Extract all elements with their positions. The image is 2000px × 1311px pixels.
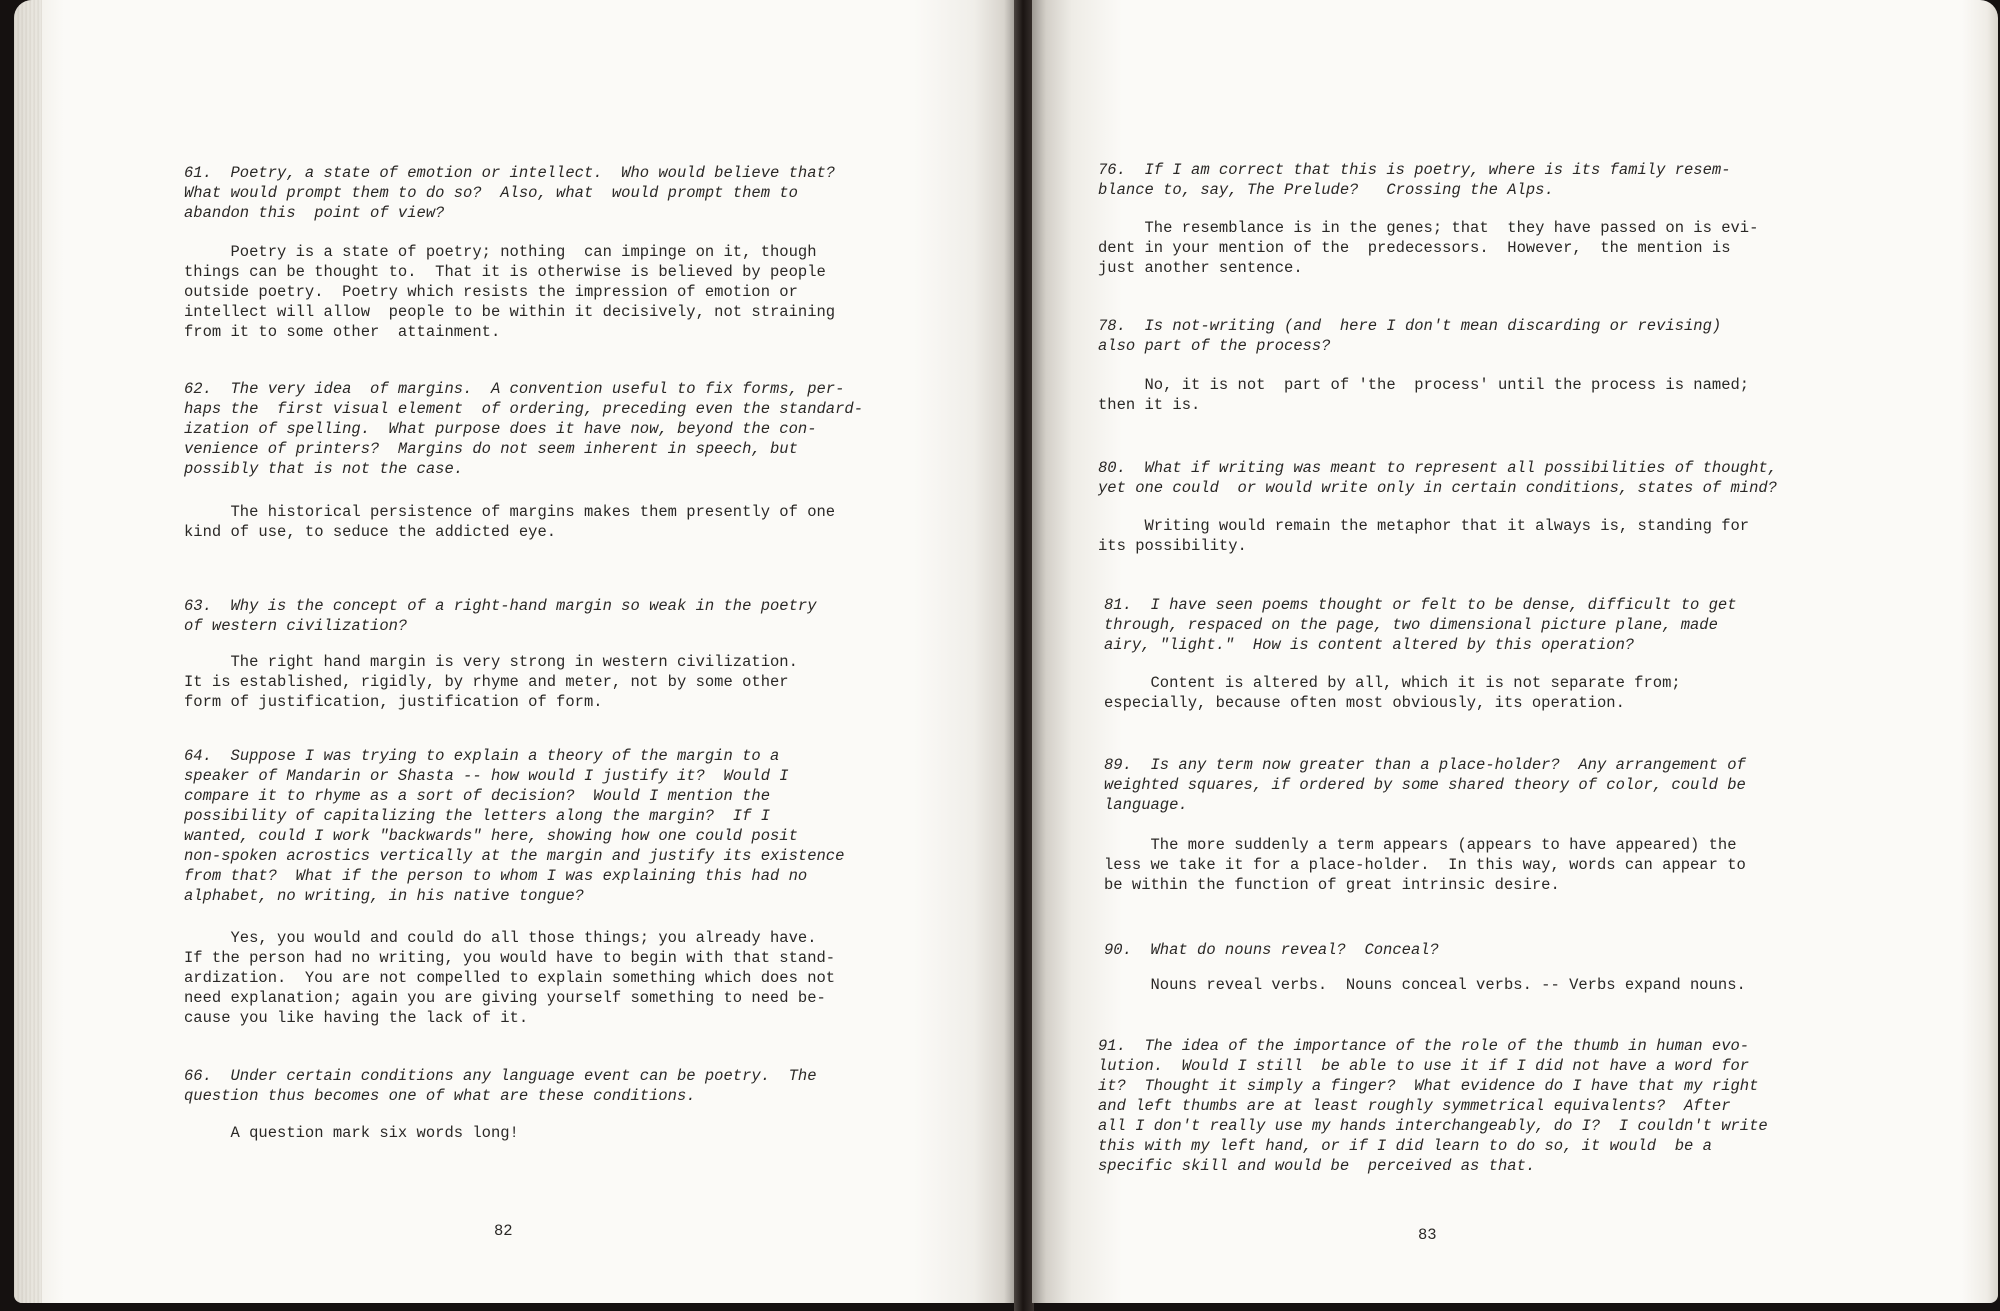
right-page [1032, 0, 1998, 1303]
question-91: 91. The idea of the importance of the role of the thumb in human evo- lution. Would I still be able to use it if I did not have a word for it? Thought it simply a finger? What evidence do I have that my right and left thumbs are at least roughly symmetrical equivalents? After all I don't really use my hands interchangeably, do I? I couldn't write this with my left hand, or if I did learn to do so, it would be a specific skill and would be perceived as that. [1098, 1037, 1768, 1175]
question-62: 62. The very idea of margins. A convention useful to fix forms, per- haps the first visual element of ordering, preceding even the standard- ization of spelling. What purpose does it have now, beyond the con- venience of printers? Margins do not seem inherent in speech, but possibly that is not the case. [184, 380, 864, 478]
answer-64: Yes, you would and could do all those things; you already have. If the person had no writing, you would have to begin with that stand- ardization. You are not compelled to explain something which does not need explanation; again you are giving yourself something to need be- cause you like having the lack of it. [184, 929, 836, 1027]
question-76: 76. If I am correct that this is poetry, where is its family resem- blance to, say, The Prelude? Crossing the Alps. [1098, 161, 1731, 199]
answer-78: No, it is not part of 'the process' until the process is named; then it is. [1098, 376, 1750, 414]
question-80: 80. What if writing was meant to represent all possibilities of thought, yet one could or would write only in certain conditions, states of mind? [1098, 459, 1778, 497]
question-61: 61. Poetry, a state of emotion or intellect. Who would believe that? What would prompt them to do so? Also, what would prompt them to abandon this point of view? [184, 164, 836, 222]
left-page [14, 0, 1016, 1303]
question-64: 64. Suppose I was trying to explain a theory of the margin to a speaker of Mandarin or Shasta -- how would I justify it? Would I compare it to rhyme as a sort of decision? Would I mention the possibility of capitalizing the letters along the margin? If I wanted, could I work "backwards" here, showing how one could posit non-spoken acrostics vertically at the margin and justify its existence from that? What if the person to whom I was explaining this had no alphabet, no writing, in his native tongue? [184, 747, 845, 905]
answer-61: Poetry is a state of poetry; nothing can impinge on it, though things can be thought to. That it is otherwise is believed by people outside poetry. Poetry which resists the impression of emotion or intellect will allow people to be within it decisively, not straining from it to some other attainment. [184, 243, 836, 341]
page-number: 82 [494, 1222, 513, 1240]
question-89: 89. Is any term now greater than a place-holder? Any arrangement of weighted squares, if ordered by some shared theory of color, could be language. [1104, 756, 1746, 814]
question-78: 78. Is not-writing (and here I don't mean discarding or revising) also part of the process? [1098, 317, 1722, 355]
question-90: 90. What do nouns reveal? Conceal? [1104, 941, 1439, 959]
answer-80: Writing would remain the metaphor that it always is, standing for its possibility. [1098, 517, 1750, 555]
answer-81: Content is altered by all, which it is not separate from; especially, because often most obviously, its operation. [1104, 674, 1681, 712]
question-66: 66. Under certain conditions any language event can be poetry. The question thus becomes one of what are these conditions. [184, 1067, 817, 1105]
answer-90: Nouns reveal verbs. Nouns conceal verbs. -- Verbs expand nouns. [1104, 976, 1746, 994]
answer-63: The right hand margin is very strong in western civilization. It is established, rigidly, by rhyme and meter, not by some other form of justification, justification of form. [184, 653, 798, 711]
answer-76: The resemblance is in the genes; that they have passed on is evi- dent in your mention of the predecessors. However, the mention is just another sentence. [1098, 219, 1759, 277]
question-63: 63. Why is the concept of a right-hand margin so weak in the poetry of western civilization? [184, 597, 817, 635]
answer-66: A question mark six words long! [184, 1124, 519, 1142]
page-number: 83 [1418, 1226, 1437, 1244]
answer-62: The historical persistence of margins makes them presently of one kind of use, to seduce the addicted eye. [184, 503, 836, 541]
question-81: 81. I have seen poems thought or felt to be dense, difficult to get through, respaced on the page, two dimensional picture plane, made airy, "light." How is content altered by this operation? [1104, 596, 1737, 654]
page-edge [14, 0, 42, 1303]
book-gutter [1014, 0, 1034, 1311]
answer-89: The more suddenly a term appears (appears to have appeared) the less we take it for a place-holder. In this way, words can appear to be within the function of great intrinsic desire. [1104, 836, 1746, 894]
